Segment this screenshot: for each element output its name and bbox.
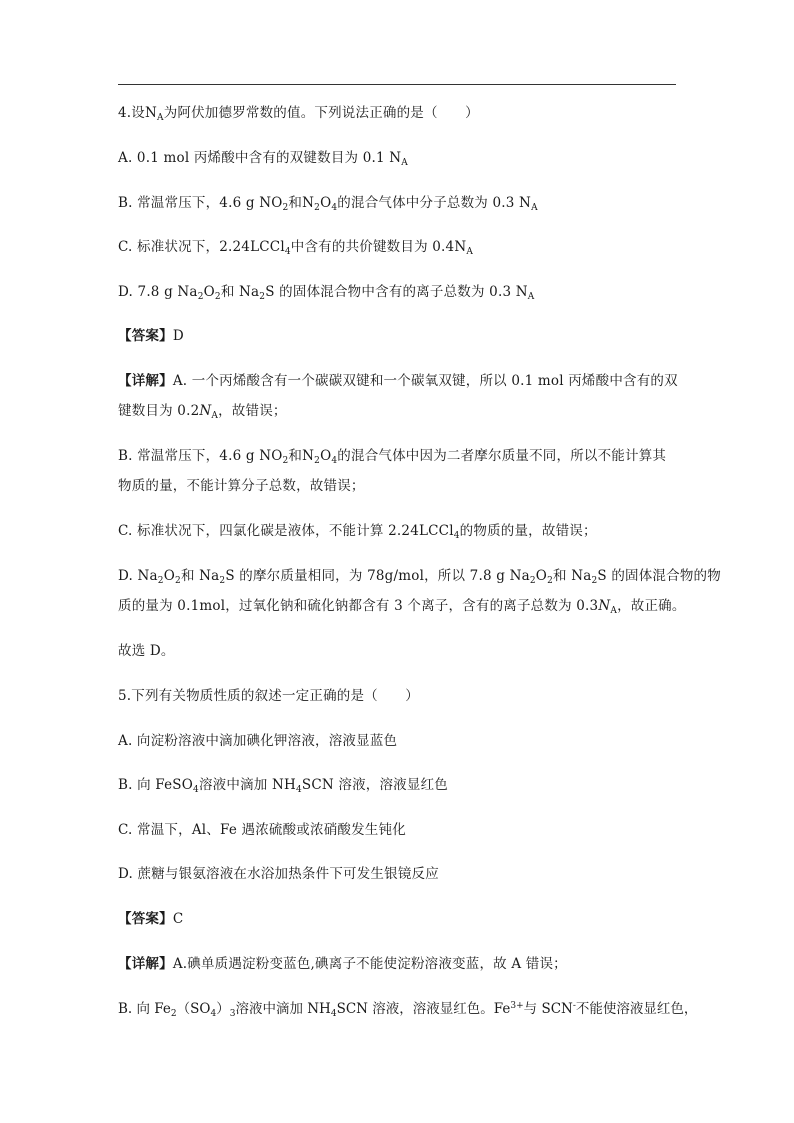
q4-option-c: C. 标准状况下，2.24LCCl$_4$中含有的共价键数目为 $0.4N_A$ [118, 239, 474, 257]
answer-label: 【答案】 [118, 911, 173, 927]
header-rule [118, 84, 676, 85]
detail-label: 【详解】 [118, 373, 173, 389]
q4-stem: 4.设$N_A$为阿伏加德罗常数的值。下列说法正确的是（ ） [118, 105, 479, 123]
q5-answer [118, 909, 183, 929]
q5-option-b: B. 向 FeSO$_4$溶液中滴加 $NH_4SCN$ 溶液，溶液显红色 [118, 777, 448, 795]
answer-value: C [172, 911, 184, 927]
q4-detail-d-line2: 质的量为 0.1mol，过氧化钠和硫化钠都含有 3 个离子，含有的离子总数为 $0.3N_A$，故正确。 [118, 598, 686, 616]
q4-conclusion: 故选 D。 [118, 643, 175, 659]
q4-detail-a-line2: 键数目为 $0.2N_A$，故错误； [118, 403, 287, 421]
q4-option-d: D. 7.8 g $Na_2O_2$和 $Na_2S$ 的固体混合物中含有的离子总数为 0.3 $N_A$ [118, 284, 535, 302]
q4-option-b: B. 常温常压下，4.6 g $NO_2$和$N_2O_4$的混合气体中分子总数为 0.3 $N_A$ [118, 195, 538, 213]
q4-detail-b-line1: B. 常温常压下，4.6 g $NO_2$和$N_2O_4$的混合气体中因为二者摩尔质量不同，所以不能计算其 [118, 448, 667, 466]
q4-answer [118, 326, 184, 346]
q4-detail-c: C. 标准状况下，四氯化碳是液体，不能计算 2.24LCCl$_4$的物质的量，故错误； [118, 523, 597, 541]
answer-label: 【答案】 [118, 328, 173, 344]
q5-option-a: A. 向淀粉溶液中滴加碘化钾溶液，溶液显蓝色 [118, 733, 398, 749]
q5-detail-a: 【详解】A.碘单质遇淀粉变蓝色,碘离子不能使淀粉溶液变蓝，故 A 错误； [118, 956, 567, 972]
q5-detail-b: B. 向 $Fe_2(SO_4)_3$溶液中滴加 $NH_4SCN$ 溶液，溶液显红色。$Fe^{3+}$与 SCN-不能使溶液显红色， [118, 1001, 698, 1019]
q4-detail-d-line1: D. $Na_2O_2$和 $Na_2S$ 的摩尔质量相同，为 78g/mol，所以 7.8 g $Na_2O_2$和 $Na_2S$ 的固体混合物的物 [118, 568, 721, 586]
q5-stem: 5.下列有关物质性质的叙述一定正确的是（ ） [118, 688, 419, 704]
q5-option-d: D. 蔗糖与银氨溶液在水浴加热条件下可发生银镜反应 [118, 866, 439, 882]
answer-value: D [172, 328, 184, 344]
q4-detail-a-line1: 【详解】A. 一个丙烯酸含有一个碳碳双键和一个碳氧双键，所以 0.1 mol 丙烯酸中含有的双 [118, 373, 678, 389]
q4-option-a: A. 0.1 mol 丙烯酸中含有的双键数目为 0.1 $N_A$ [118, 150, 408, 168]
q4-detail-b-line2: 物质的量，不能计算分子总数，故错误； [118, 478, 365, 494]
detail-label: 【详解】 [118, 956, 173, 972]
q5-option-c: C. 常温下，Al、Fe 遇浓硫酸或浓硝酸发生钝化 [118, 822, 406, 838]
